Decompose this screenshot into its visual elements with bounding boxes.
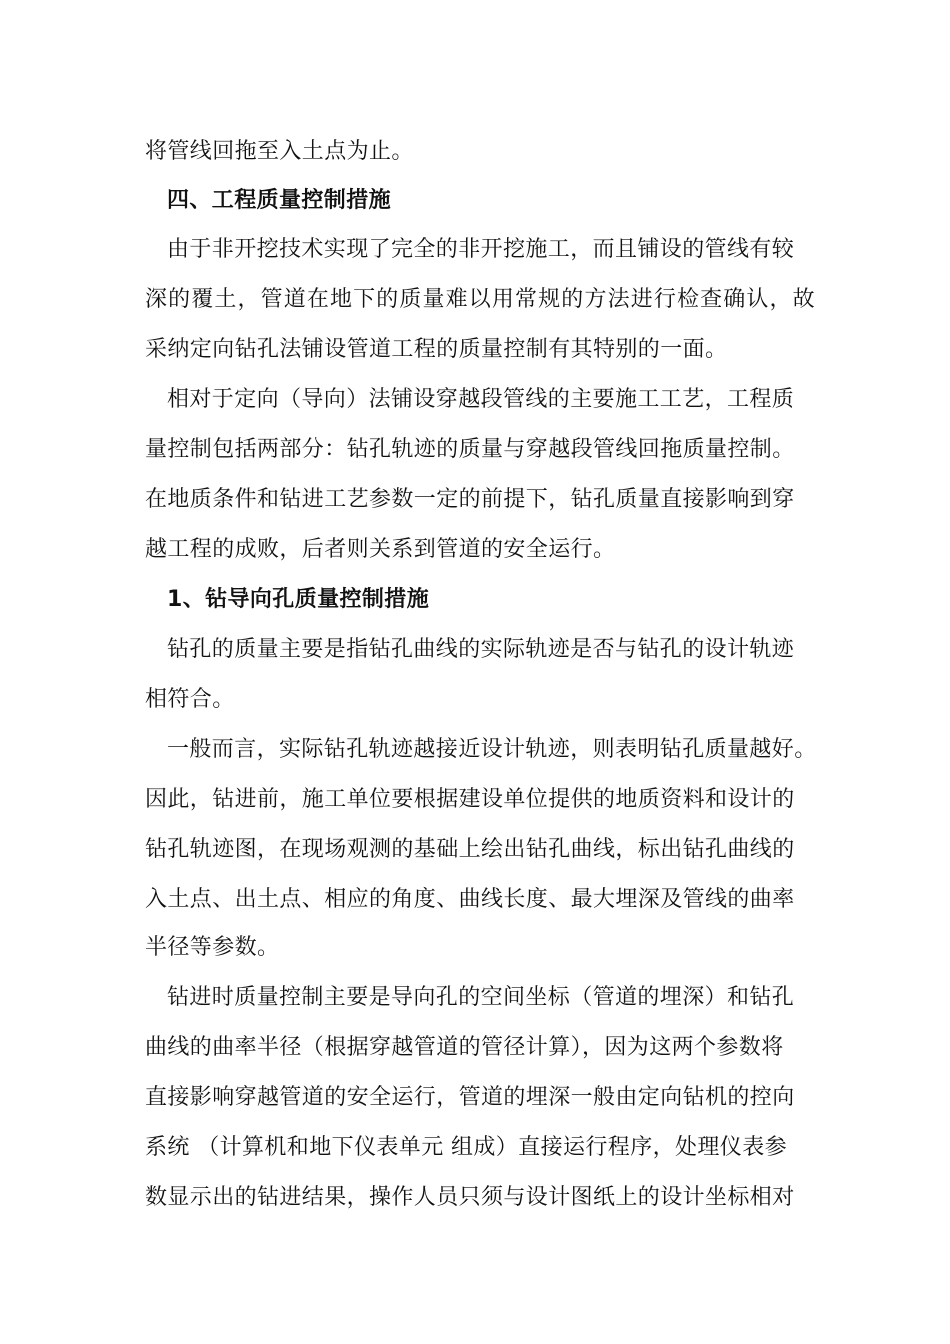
paragraph-line: 入土点、出土点、相应的角度、曲线长度、最大埋深及管线的曲率: [145, 887, 795, 912]
paragraph-line: 深的覆土，管道在地下的质量难以用常规的方法进行检查确认，故: [145, 287, 815, 312]
paragraph-line: 一般而言，实际钻孔轨迹越接近设计轨迹，则表明钻孔质量越好。: [167, 737, 817, 762]
paragraph-line: 由于非开挖技术实现了完全的非开挖施工，而且铺设的管线有较: [167, 237, 795, 262]
paragraph-line: 将管线回拖至入土点为止。: [145, 139, 414, 164]
paragraph-line: 相对于定向（导向）法铺设穿越段管线的主要施工工艺，工程质: [167, 387, 795, 412]
section-heading: 四、工程质量控制措施: [167, 188, 392, 213]
paragraph-line: 系统 （计算机和地下仪表单元 组成）直接运行程序，处理仪表参: [145, 1135, 787, 1160]
paragraph-line: 钻孔轨迹图，在现场观测的基础上绘出钻孔曲线，标出钻孔曲线的: [145, 837, 795, 862]
paragraph-line: 越工程的成败，后者则关系到管道的安全运行。: [145, 537, 616, 562]
paragraph-line: 数显示出的钻进结果，操作人员只须与设计图纸上的设计坐标相对: [145, 1185, 795, 1210]
paragraph-line: 因此，钻进前，施工单位要根据建设单位提供的地质资料和设计的: [145, 787, 795, 812]
paragraph-line: 钻进时质量控制主要是导向孔的空间坐标（管道的埋深）和钻孔: [167, 985, 795, 1010]
paragraph-line: 在地质条件和钻进工艺参数一定的前提下，钻孔质量直接影响到穿: [145, 487, 795, 512]
paragraph-line: 钻孔的质量主要是指钻孔曲线的实际轨迹是否与钻孔的设计轨迹: [167, 637, 795, 662]
paragraph-line: 相符合。: [145, 687, 235, 712]
paragraph-line: 半径等参数。: [145, 935, 280, 960]
paragraph-line: 曲线的曲率半径（根据穿越管道的管径计算），因为这两个参数将: [145, 1035, 784, 1060]
subsection-heading: 1、钻导向孔质量控制措施: [167, 587, 430, 612]
paragraph-line: 直接影响穿越管道的安全运行，管道的埋深一般由定向钻机的控向: [145, 1085, 795, 1110]
paragraph-line: 量控制包括两部分：钻孔轨迹的质量与穿越段管线回拖质量控制。: [145, 437, 795, 462]
paragraph-line: 采纳定向钻孔法铺设管道工程的质量控制有其特别的一面。: [145, 337, 728, 362]
